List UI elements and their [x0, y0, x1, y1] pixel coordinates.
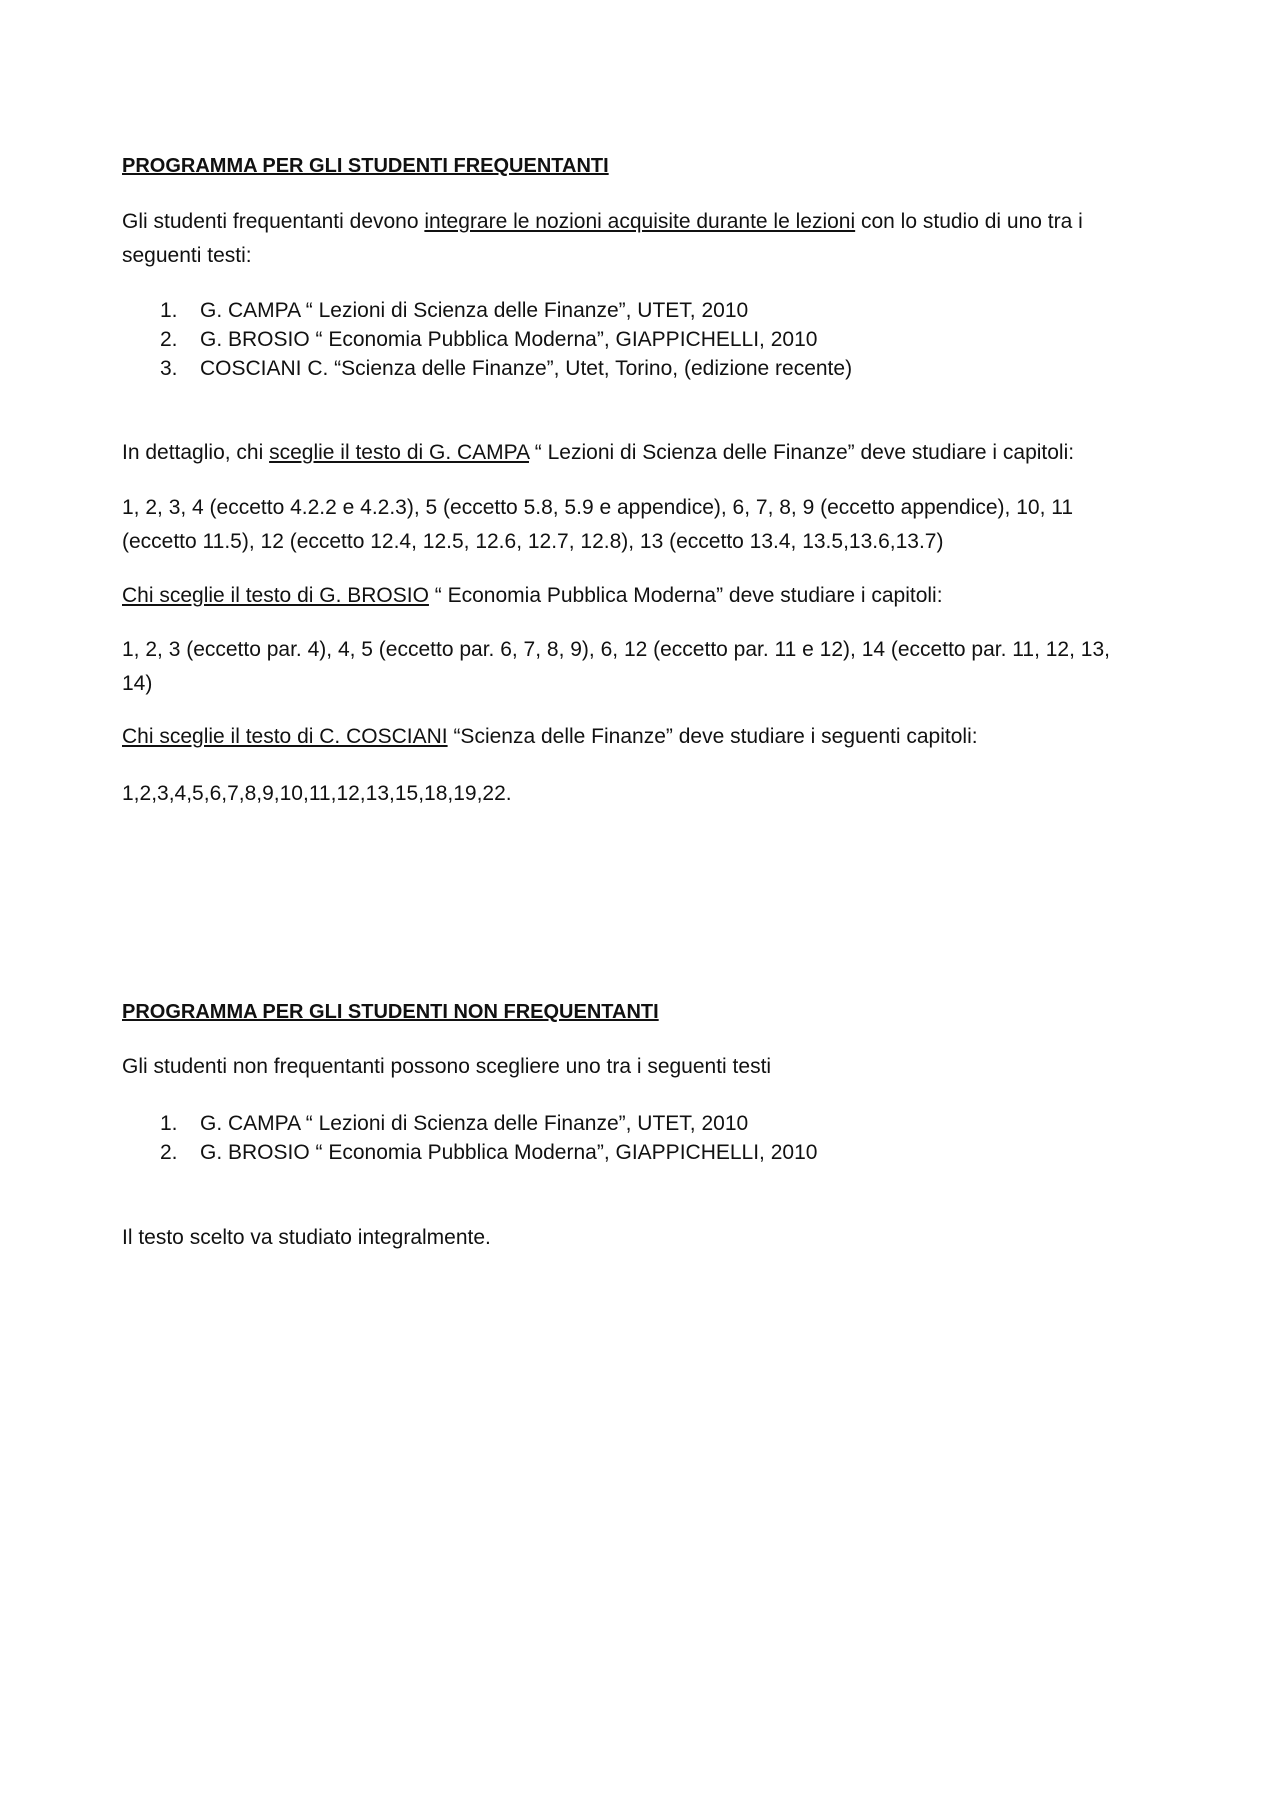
cosciani-emphasis: Chi sceglie il testo di C. COSCIANI — [122, 725, 448, 748]
campa-detail: In dettaglio, chi sceglie il testo di G. CAMPA “ Lezioni di Scienza delle Finanze” deve studiare i capitoli: — [122, 441, 1075, 464]
list-item: 2. G. BROSIO “ Economia Pubblica Moderna”, GIAPPICHELLI, 2010 — [160, 328, 818, 351]
intro-line-1: Gli studenti frequentanti devono integrare le nozioni acquisite durante le lezioni con lo studio di uno tra i — [122, 210, 1083, 233]
list-item: 2. G. BROSIO “ Economia Pubblica Moderna”, GIAPPICHELLI, 2010 — [160, 1141, 818, 1164]
book-list-non-frequentanti — [160, 1109, 817, 1167]
list-item: 3. COSCIANI C. “Scienza delle Finanze”, Utet, Torino, (edizione recente) — [160, 357, 853, 380]
intro-non-frequentanti: Gli studenti non frequentanti possono scegliere uno tra i seguenti testi — [122, 1055, 772, 1078]
intro-frequentanti — [122, 205, 1172, 273]
brosio-chapters: 1, 2, 3 (eccetto par. 4), 4, 5 (eccetto par. 6, 7, 8, 9), 6, 12 (eccetto par. 11 e 12), 14 (eccetto par. 11, 12, 13, 14) — [122, 638, 1110, 695]
closing-note: Il testo scelto va studiato integralmente. — [122, 1226, 491, 1249]
brosio-emphasis: Chi sceglie il testo di G. BROSIO — [122, 584, 429, 607]
heading-non-frequentanti: PROGRAMMA PER GLI STUDENTI NON FREQUENTANTI — [122, 1001, 659, 1023]
list-item: 1. G. CAMPA “ Lezioni di Scienza delle Finanze”, UTET, 2010 — [160, 1112, 749, 1135]
heading-frequentanti: PROGRAMMA PER GLI STUDENTI FREQUENTANTI — [122, 155, 609, 177]
list-item: 1. G. CAMPA “ Lezioni di Scienza delle Finanze”, UTET, 2010 — [160, 299, 749, 322]
campa-emphasis: sceglie il testo di G. CAMPA — [269, 441, 529, 464]
intro-emphasis: integrare le nozioni acquisite durante le lezioni — [424, 210, 856, 233]
book-list-frequentanti — [160, 296, 852, 383]
cosciani-chapters: 1,2,3,4,5,6,7,8,9,10,11,12,13,15,18,19,22. — [122, 782, 512, 805]
brosio-detail: Chi sceglie il testo di G. BROSIO “ Economia Pubblica Moderna” deve studiare i capitoli: — [122, 584, 943, 607]
campa-chapters: 1, 2, 3, 4 (eccetto 4.2.2 e 4.2.3), 5 (eccetto 5.8, 5.9 e appendice), 6, 7, 8, 9 (eccetto appendice), 10, 11 (eccetto 11.5), 12 (eccetto 12.4, 12.5, 12.6, 12.7, 12.8), 13 (eccetto 13.4, 13.5,13.6,13.7) — [122, 496, 1074, 553]
intro-line-2: seguenti testi: — [122, 244, 252, 267]
cosciani-detail: Chi sceglie il testo di C. COSCIANI “Scienza delle Finanze” deve studiare i seguenti capitoli: — [122, 725, 978, 748]
